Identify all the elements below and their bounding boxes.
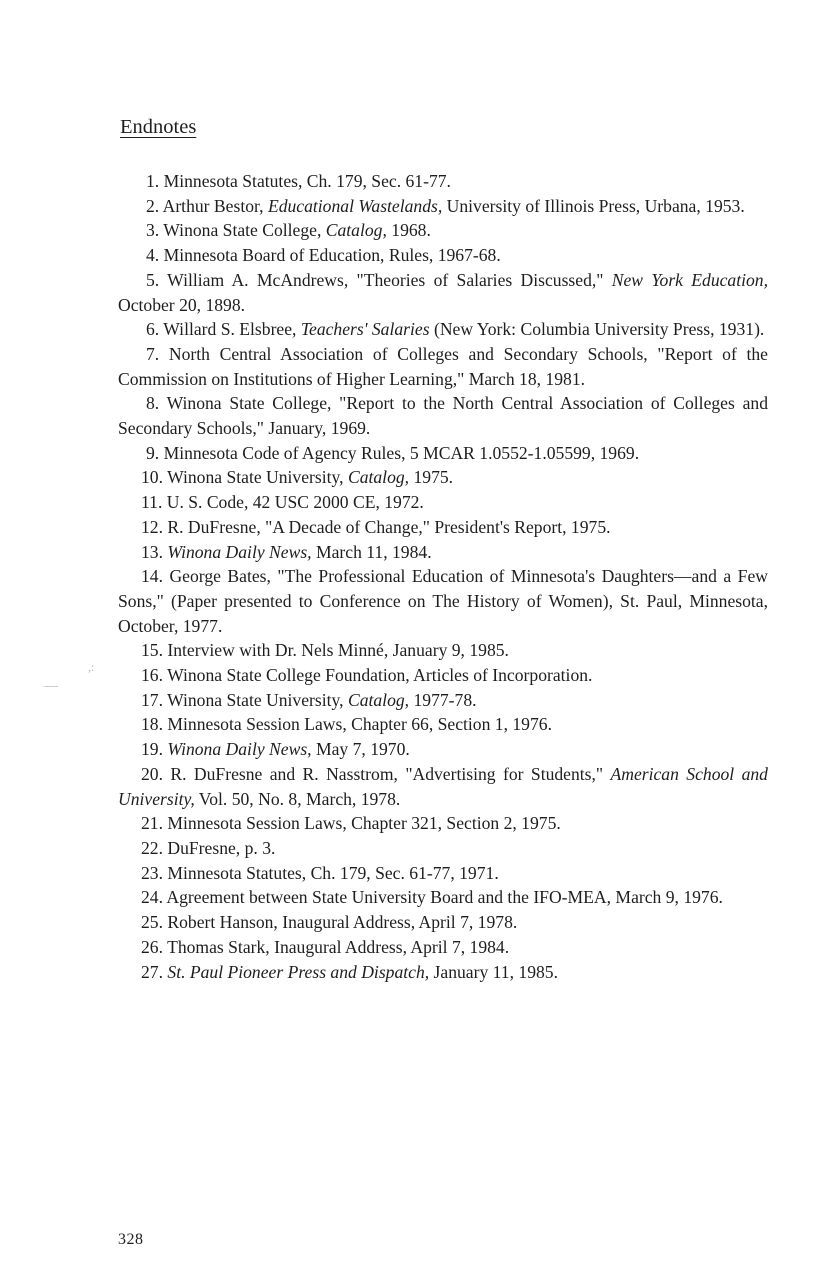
endnote-text: 27. (141, 961, 168, 982)
endnote-text: 4. Minnesota Board of Education, Rules, 1967-68. (146, 245, 501, 266)
endnote-text: 1975. (409, 467, 454, 488)
endnote-text: (New York: Columbia University Press, 1931). (429, 319, 765, 340)
endnote-text: October 20, 1898. (118, 294, 246, 315)
endnote-text: 5. William A. McAndrews, "Theories of Salaries Discussed," (146, 269, 612, 290)
endnote-title: Teachers' Salaries (300, 319, 430, 340)
endnote-title: New York Education, (611, 269, 768, 290)
endnote-text: 25. Robert Hanson, Inaugural Address, April 7, 1978. (141, 912, 518, 933)
endnote-12 (118, 515, 768, 540)
endnote-text: 13. (141, 541, 168, 562)
endnote-13 (118, 540, 768, 565)
endnote-text: 1968. (386, 220, 431, 241)
endnote-text: 8. Winona State College, "Report to the North Central Association of Colleges and Secondary Schools," January, 1969. (118, 393, 768, 439)
endnote-3 (118, 218, 768, 243)
endnote-title: Catalog, (347, 689, 410, 710)
endnote-text: 7. North Central Association of Colleges and Secondary Schools, "Report of the Commission on Institutions of Higher Learning," March 18, 1981. (118, 343, 768, 389)
endnote-title: American School and University, (118, 763, 768, 809)
endnote-8 (118, 391, 768, 440)
endnote-10 (118, 465, 768, 490)
endnote-text: 14. George Bates, "The Professional Education of Minnesota's Daughters—and a Few Sons," (Paper presented to Conference on The History of Women), St. Paul, Minnesota, October, 1977. (118, 566, 768, 636)
endnote-text: 3. Winona State College, (146, 220, 326, 241)
endnote-text: 6. Willard S. Elsbree, (146, 319, 301, 340)
endnote-title: Educational Wastelands, (267, 195, 443, 216)
endnote-15 (118, 638, 768, 663)
endnote-text: 2. Arthur Bestor, (146, 195, 268, 216)
endnote-24 (118, 885, 768, 910)
endnote-9 (118, 441, 768, 466)
endnote-18 (118, 712, 768, 737)
endnote-14 (118, 564, 768, 638)
endnote-title: St. Paul Pioneer Press and Dispatch, (167, 961, 430, 982)
endnote-title: Winona Daily News, (167, 541, 312, 562)
endnote-21 (118, 811, 768, 836)
endnotes-list (118, 169, 768, 984)
endnote-text: Vol. 50, No. 8, March, 1978. (194, 788, 401, 809)
margin-mark: ,: (88, 660, 95, 674)
endnote-title: Catalog, (347, 467, 410, 488)
endnote-text: January 11, 1985. (429, 961, 558, 982)
endnote-text: 21. Minnesota Session Laws, Chapter 321, Section 2, 1975. (141, 813, 561, 834)
endnote-title: Winona Daily News, (167, 739, 312, 760)
endnote-22 (118, 836, 768, 861)
endnote-text: 9. Minnesota Code of Agency Rules, 5 MCAR 1.0552-1.05599, 1969. (146, 442, 640, 463)
endnote-19 (118, 737, 768, 762)
endnote-2 (118, 194, 768, 219)
endnote-text: 16. Winona State College Foundation, Articles of Incorporation. (141, 665, 593, 686)
endnote-20 (118, 762, 768, 811)
endnote-title: Catalog, (325, 220, 387, 241)
endnote-text: 1. Minnesota Statutes, Ch. 179, Sec. 61-77. (146, 171, 451, 191)
endnote-text: 10. Winona State University, (141, 467, 348, 488)
endnote-text: 22. DuFresne, p. 3. (141, 837, 276, 858)
margin-dash (44, 686, 58, 687)
endnote-11 (118, 490, 768, 515)
endnote-text: 19. (141, 739, 168, 760)
endnote-text: 18. Minnesota Session Laws, Chapter 66, Section 1, 1976. (141, 714, 552, 735)
endnote-text: 17. Winona State University, (141, 689, 348, 710)
endnote-text: 23. Minnesota Statutes, Ch. 179, Sec. 61-77, 1971. (141, 862, 499, 883)
endnote-text: 12. R. DuFresne, "A Decade of Change," President's Report, 1975. (141, 516, 611, 537)
endnote-26 (118, 935, 768, 960)
endnote-23 (118, 861, 768, 886)
endnote-text: May 7, 1970. (311, 739, 410, 760)
endnote-text: 24. Agreement between State University Board and the IFO-MEA, March 9, 1976. (141, 887, 723, 908)
endnote-17 (118, 688, 768, 713)
endnote-text: March 11, 1984. (311, 541, 432, 562)
page-title: Endnotes (120, 116, 197, 138)
endnote-25 (118, 910, 768, 935)
endnote-1 (118, 169, 768, 194)
endnote-text: 11. U. S. Code, 42 USC 2000 CE, 1972. (141, 492, 424, 513)
endnote-6 (118, 317, 768, 342)
endnote-text: 15. Interview with Dr. Nels Minné, January 9, 1985. (141, 640, 509, 661)
endnote-text: 20. R. DuFresne and R. Nasstrom, "Advertising for Students," (141, 763, 611, 784)
endnote-5 (118, 268, 768, 317)
endnote-16 (118, 663, 768, 688)
endnote-text: 1977-78. (409, 689, 477, 710)
endnote-4 (118, 243, 768, 268)
endnote-text: University of Illinois Press, Urbana, 1953. (442, 195, 745, 216)
endnote-text: 26. Thomas Stark, Inaugural Address, April 7, 1984. (141, 936, 510, 957)
page-number: 328 (118, 1231, 144, 1248)
endnote-7 (118, 342, 768, 391)
endnote-27 (118, 960, 768, 985)
